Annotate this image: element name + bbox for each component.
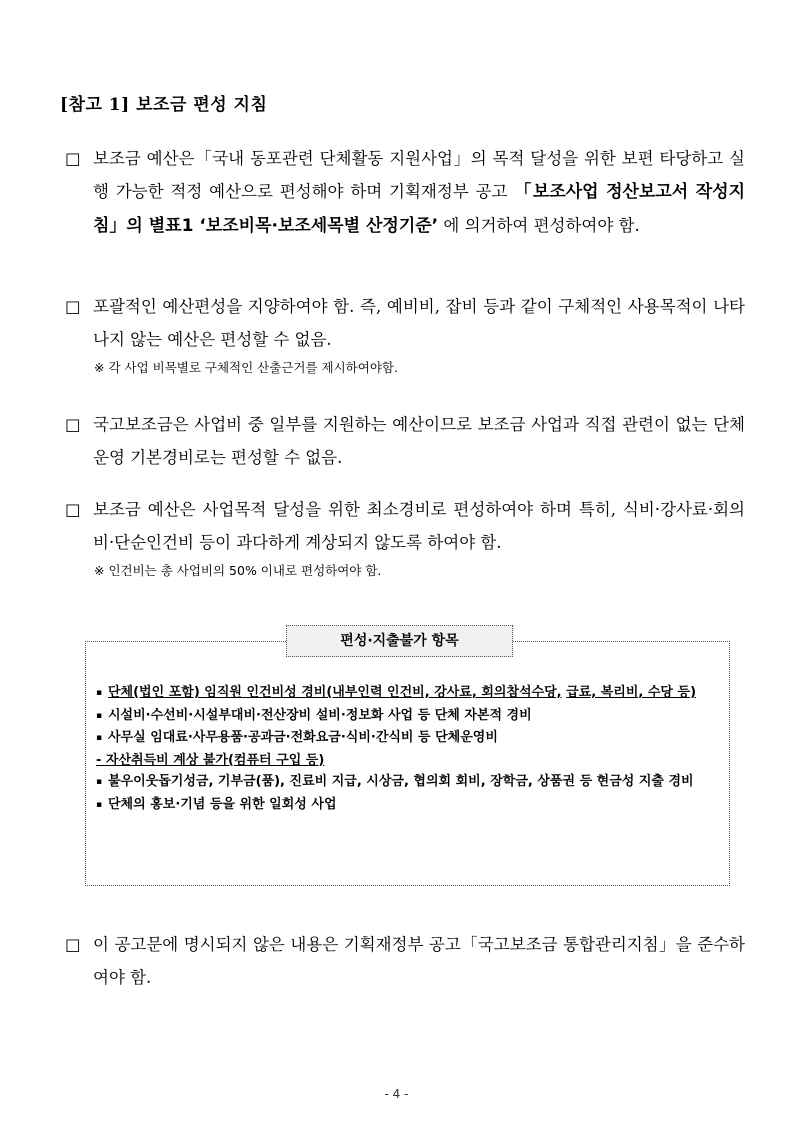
list-item-text: 등 현금성 지출 경비 — [579, 774, 694, 789]
list-item-text: 불우이웃돕기성금, 기부금(품), 진료비 지급, 시상금, 협의회 회비, 장학금, 상품권 — [108, 774, 576, 789]
list-item-text: 시설비·수선비·시설부대비·전산장비 설비·정보화 사업 등 단체 자본적 경비 — [108, 707, 532, 723]
prohibited-items-panel — [85, 633, 730, 886]
guideline-text-part: 이 공고문에 명시되지 않은 내용은 기획재정부 공고「국고보조금 통합관리지침」을 준수하여야 함. — [93, 935, 745, 987]
list-item — [96, 727, 726, 771]
list-item-text: 단체의 홍보·기념 등을 위한 일회성 사업 — [108, 796, 337, 812]
page-number: - 4 - — [384, 1087, 409, 1101]
bullet-icon: ▪ — [96, 777, 103, 787]
checkbox-icon: □ — [65, 149, 81, 168]
guideline-text — [93, 290, 745, 380]
list-item-text: 급료, 복리비, 수당 등) — [566, 685, 697, 700]
guideline-text-part: 국고보조금은 사업비 중 일부를 지원하는 예산이므로 보조금 사업과 직접 관련이 없는 단체운영 기본경비로는 편성할 수 없음. — [93, 415, 745, 467]
guideline-item-3 — [65, 408, 745, 474]
guideline-note: ※ 인건비는 총 사업비의 50% 이내로 편성하여야 함. — [94, 563, 382, 578]
guideline-note: ※ 각 사업 비목별로 구체적인 산출근거를 제시하여야함. — [94, 360, 398, 375]
checkbox-icon: □ — [65, 415, 81, 434]
bullet-icon: ▪ — [96, 710, 103, 721]
guideline-text-part: 보조금 예산은「국내 동포관련 단체활동 지원사업」의 목적 달성을 위한 보편 타당하고 실행 가능한 적정 예산으로 편성해야 하며 기획재정부 공고 — [93, 149, 745, 201]
guideline-item-4 — [65, 493, 745, 583]
guideline-text — [93, 142, 745, 243]
bullet-icon: ▪ — [96, 733, 103, 743]
guideline-item-5 — [65, 928, 745, 994]
list-item — [96, 682, 726, 705]
bullet-icon: ▪ — [96, 688, 103, 698]
bullet-icon: ▪ — [96, 799, 103, 810]
checkbox-icon: □ — [65, 500, 81, 519]
guideline-text-part: 에 의거하여 편성하여야 함. — [443, 216, 640, 235]
checkbox-icon: □ — [65, 297, 81, 316]
guideline-text — [93, 493, 745, 583]
guideline-text — [93, 928, 745, 994]
checkbox-icon: □ — [65, 935, 81, 954]
list-item — [96, 705, 726, 728]
guideline-text — [93, 408, 745, 474]
guideline-text-part: 보조금 예산은 사업목적 달성을 위한 최소경비로 편성하여야 하며 특히, 식비·강사료·회의비·단순인건비 등이 과다하게 계상되지 않도록 하여야 함. — [93, 500, 745, 552]
guideline-text-part: 포괄적인 예산편성을 지양하여야 함. 즉, 예비비, 잡비 등과 같이 구체적인 사용목적이 나타나지 않는 예산은 편성할 수 없음. — [93, 297, 745, 349]
prohibited-items-list — [96, 682, 726, 816]
list-item-text: 단체(법인 포함) 임직원 인건비성 경비(내부인력 인건비, 강사료, 회의참석수당, — [108, 685, 562, 700]
guideline-item-1 — [65, 142, 745, 243]
list-item — [96, 771, 726, 794]
list-item-subtext: - 자산취득비 계상 불가(컴퓨터 구입 등) — [96, 752, 325, 768]
list-item — [96, 794, 726, 817]
panel-title: 편성·지출불가 항목 — [286, 625, 513, 657]
guideline-emphasis: 「보조사업 정산보고서 작성지침」의 별표1 ‘보조비목·보조세목별 산정기준’ — [93, 182, 745, 236]
section-heading: [참고 1] 보조금 편성 지침 — [60, 95, 268, 115]
list-item-text: 사무실 임대료·사무용품·공과금·전화요금·식비·간식비 등 단체운영비 — [108, 730, 498, 745]
guideline-item-2 — [65, 290, 745, 380]
